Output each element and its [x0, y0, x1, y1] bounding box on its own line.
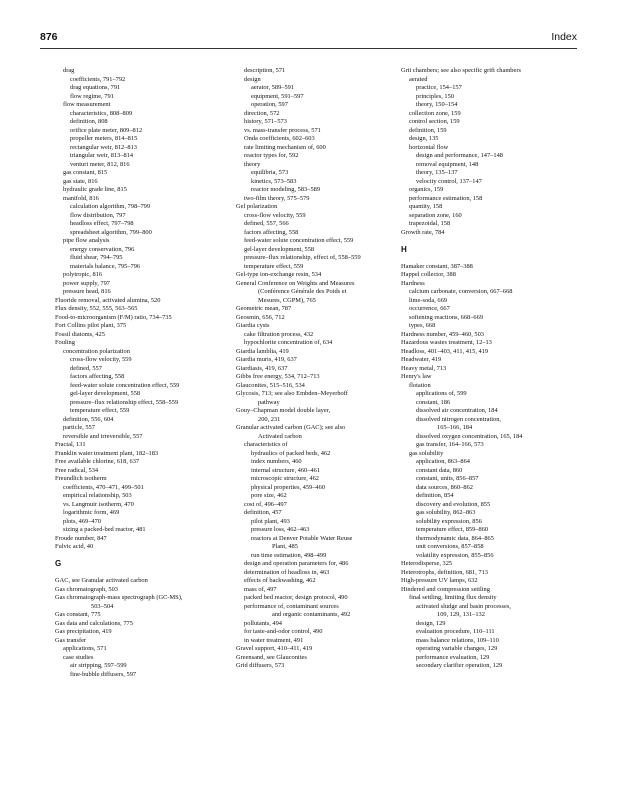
- index-subentry: theory, 135–137: [416, 169, 458, 176]
- index-entry: Fluoride removal, activated alumina, 520: [55, 296, 161, 304]
- index-subentry: data sources, 860–862: [416, 483, 473, 491]
- index-subentry: cross-flow velocity, 559: [244, 211, 306, 219]
- index-subentry: triangular weir, 813–814: [70, 152, 134, 159]
- index-subentry: mass of, 497: [244, 585, 277, 593]
- index-entry: Gas chromatograph, 503: [55, 585, 119, 593]
- index-subentry: temperature effect, 559: [70, 407, 130, 414]
- index-subentry: sizing a packed-bed reactor, 481: [63, 526, 146, 533]
- index-subentry: Mesures, CGPM), 765: [258, 296, 316, 304]
- index-subentry: calcium carbonate, conversion, 667–668: [409, 288, 513, 295]
- index-subentry: design and performance, 147–148: [416, 152, 503, 159]
- index-subentry: microscopic structure, 462: [251, 475, 319, 482]
- index-entry: Gas transfer: [55, 636, 87, 644]
- index-entry: Geometric mean, 787: [236, 305, 292, 312]
- page-number: 876: [40, 31, 58, 43]
- index-subentry: theory: [244, 160, 261, 168]
- index-subentry: performance estimation, 158: [409, 194, 483, 202]
- index-entry: Flux density, 552, 555, 563–565: [55, 305, 138, 312]
- index-subentry: flow regime, 791: [70, 92, 114, 100]
- index-entry: Fossil diatoms, 425: [55, 330, 105, 338]
- index-subentry: venturi meter, 812, 816: [70, 160, 130, 168]
- index-subentry: operating variable changes, 129: [416, 645, 498, 652]
- index-subentry: equipment, 591–597: [251, 92, 304, 100]
- index-entry: Giardia muris, 419, 637: [236, 356, 297, 363]
- index-subentry: feed-water solute concentration effect, 559: [70, 381, 180, 389]
- index-subentry: effects of backwashing, 462: [244, 577, 316, 584]
- index-subentry: separation zone, 160: [409, 211, 462, 219]
- index-entry: Henry's law: [401, 373, 432, 380]
- index-subentry: design, 135: [409, 135, 439, 142]
- index-subentry: temperature effect, 859–860: [416, 526, 489, 533]
- index-subentry: softening reactions, 668–669: [409, 313, 484, 321]
- index-subentry: trapezoidal, 158: [409, 220, 451, 227]
- index-subentry: defined, 557, 566: [244, 220, 289, 227]
- index-subentry: characteristics of: [244, 441, 288, 448]
- index-subentry: vs. Langmuir isotherm, 470: [63, 500, 134, 508]
- index-subentry: gel-layer development, 558: [244, 245, 315, 253]
- index-subentry: rectangular weir, 812–813: [70, 143, 137, 151]
- index-subentry: index numbers, 460: [251, 458, 302, 465]
- index-subentry: energy conservation, 796: [70, 245, 135, 253]
- index-subentry: secondary clarifier operation, 129: [416, 662, 503, 669]
- index-subentry: constant data, 860: [416, 466, 463, 474]
- index-subentry: packed bed reactor, design protocol, 490: [244, 594, 348, 601]
- index-subentry: in water treatment, 491: [244, 636, 304, 644]
- index-subentry: constant, units, 856–857: [416, 475, 479, 482]
- index-subentry: particle, 557: [63, 424, 95, 431]
- index-entry: Fulvic acid, 40: [55, 543, 94, 550]
- index-subentry: rate limiting mechanism of, 600: [244, 143, 326, 151]
- section-letter-heading: H: [401, 244, 407, 254]
- index-subentry: activated sludge and basin processes,: [416, 602, 511, 610]
- index-entry: Heavy metal, 713: [401, 364, 447, 372]
- index-entry: Hardness number, 459–460, 503: [401, 330, 484, 338]
- index-entry: Hindered and compression settling: [401, 585, 490, 593]
- index-entry: Gouy–Chapman model double layer,: [236, 407, 331, 414]
- index-subentry: pressure–flux relationship effect, 558–559: [70, 398, 179, 406]
- index-subentry: plots, 469–470: [63, 517, 101, 525]
- index-subentry: organics, 159: [409, 186, 444, 193]
- index-entry: Fractal, 131: [55, 441, 86, 448]
- index-subentry: empirical relationship, 503: [63, 492, 132, 499]
- index-subentry: applications of, 599: [416, 390, 467, 397]
- index-subentry: unit conversions, 857–858: [416, 543, 484, 550]
- index-subentry: gel-layer development, 558: [70, 390, 141, 397]
- index-subentry: cost of, 496–497: [244, 500, 287, 508]
- index-entry: Food-to-microorganism (F/M) ratio, 734–735: [55, 313, 172, 321]
- index-subentry: hydraulics of packed beds, 462: [251, 449, 331, 457]
- index-subentry: definition, 808: [70, 118, 108, 125]
- index-subentry: thermodynamic data, 864–865: [416, 534, 494, 542]
- index-subentry: applications, 571: [63, 645, 107, 652]
- index-subentry: 200, 231: [258, 415, 281, 423]
- index-entry: Headwater, 419: [401, 356, 442, 363]
- section-gap: [55, 552, 230, 561]
- index-entry: Giardia lamblia, 419: [236, 347, 289, 355]
- index-subentry: Activated carbon: [258, 432, 302, 440]
- section-gap: [401, 254, 579, 263]
- index-subentry: drag equations, 791: [70, 84, 121, 91]
- index-subentry: definition, 556, 604: [63, 415, 114, 423]
- index-subentry: occurrence, 667: [409, 305, 450, 312]
- index-subentry: fluid shear, 794–795: [70, 254, 123, 261]
- index-entry: Giardiasis, 419, 637: [236, 364, 288, 372]
- index-entry: Fort Collins pilot plant, 375: [55, 322, 127, 329]
- index-subentry: dissolved air concentration, 184: [416, 407, 498, 414]
- index-entry: General Conference on Weights and Measures: [236, 279, 355, 287]
- index-entry: Gas chromatograph-mass spectrograph (GC-MS),: [55, 594, 183, 601]
- index-subentry: cross-flow velocity, 559: [70, 356, 132, 363]
- index-subentry: flow distribution, 797: [70, 211, 126, 219]
- index-subentry: two-film theory, 575–579: [244, 194, 310, 202]
- index-entry: High-pressure UV lamps, 632: [401, 577, 478, 584]
- index-subentry: spreadsheet algorithm, 799–800: [70, 228, 152, 236]
- index-subentry: polytropic, 816: [63, 271, 103, 278]
- index-subentry: 109, 129, 131–132: [437, 611, 485, 618]
- index-subentry: pressure head, 816: [63, 288, 111, 295]
- index-subentry: definition, 159: [409, 126, 447, 134]
- index-entry: Headloss, 401–403, 411, 415, 419: [401, 347, 489, 355]
- index-subentry: pressure–flux relationship, effect of, 558–559: [244, 254, 361, 261]
- index-entry: Gibbs free energy, 534, 712–713: [236, 373, 320, 380]
- index-subentry: reactor modeling, 583–589: [251, 186, 321, 193]
- index-subentry: quantity, 158: [409, 203, 443, 210]
- section-gap: [55, 569, 230, 578]
- index-subentry: pathway: [258, 398, 280, 406]
- index-entry: Gravel support, 410–411, 419: [236, 645, 313, 652]
- index-subentry: factors affecting, 558: [244, 228, 299, 236]
- index-subentry: gas state, 816: [63, 177, 98, 185]
- index-subentry: fine-bubble diffusers, 597: [70, 670, 137, 678]
- index-subentry: air stripping, 597–599: [70, 662, 127, 669]
- index-entry: Greensand, see Glauconites: [236, 653, 307, 661]
- index-entry: Heterodisperse, 325: [401, 560, 453, 567]
- index-subentry: definition, 854: [416, 492, 454, 499]
- index-subentry: horizontal flow: [409, 143, 449, 151]
- index-entry: Hardness: [401, 279, 425, 287]
- index-entry: Heterotrophs, definition, 681, 713: [401, 568, 488, 576]
- index-subentry: power supply, 797: [63, 279, 110, 287]
- index-subentry: description, 571: [244, 67, 286, 74]
- index-subentry: materials balance, 795–796: [70, 262, 141, 270]
- index-subentry: coefficients, 470–471, 499–501: [63, 483, 144, 491]
- index-subentry: mass balance relations, 109–110: [416, 636, 499, 644]
- index-subentry: lime-soda, 669: [409, 296, 447, 304]
- index-subentry: (Conférence Générale des Poids et: [258, 288, 347, 295]
- index-subentry: Plant, 485: [272, 543, 298, 550]
- index-subentry: drag: [63, 67, 75, 74]
- index-subentry: equilibria, 573: [251, 169, 289, 176]
- index-subentry: dissolved nitrogen concentration,: [416, 415, 502, 423]
- index-subentry: velocity control, 137–147: [416, 177, 482, 185]
- index-column-1: [55, 67, 230, 679]
- index-subentry: concentration polarization: [63, 347, 130, 355]
- index-entry: Free available chlorine, 618, 637: [55, 458, 140, 465]
- index-entry: Gas constant, 775: [55, 611, 101, 618]
- index-subentry: aerator, 589–591: [251, 84, 295, 91]
- index-subentry: removal equipment, 148: [416, 160, 479, 168]
- index-entry: Glauconites, 515–516, 534: [236, 381, 305, 389]
- index-subentry: control section, 159: [409, 118, 460, 125]
- index-subentry: hydraulic grade line, 815: [63, 186, 127, 193]
- index-subentry: pore size, 462: [251, 492, 287, 499]
- index-subentry: and organic contaminants, 492: [272, 611, 351, 618]
- index-subentry: operation, 597: [251, 101, 288, 108]
- index-entry: Geosmin, 656, 712: [236, 313, 285, 321]
- index-subentry: reactor types for, 592: [244, 152, 299, 159]
- index-entry: Gas precipitation, 419: [55, 628, 112, 635]
- index-entry: Free radical, 534: [55, 466, 99, 474]
- index-subentry: cake filtration process, 432: [244, 330, 314, 338]
- index-subentry: factors affecting, 558: [70, 373, 125, 380]
- index-subentry: pipe flow analysis: [63, 237, 110, 244]
- index-subentry: theory, 150–154: [416, 101, 458, 108]
- index-entry: Gel-type ion-exchange resin, 534: [236, 271, 322, 278]
- index-subentry: discovery and evolution, 855: [416, 500, 491, 508]
- index-subentry: collection zone, 159: [409, 109, 461, 117]
- index-subentry: performance evaluation, 129: [416, 653, 490, 661]
- index-subentry: dissolved oxygen concentration, 165, 184: [416, 432, 523, 440]
- index-subentry: temperature effect, 559: [244, 262, 304, 270]
- index-entry: Grit chambers; see also specific grift chambers: [401, 67, 521, 74]
- section-gap: [401, 237, 579, 246]
- index-entry: Hamaker constant, 387–388: [401, 262, 473, 270]
- page-header: [40, 31, 577, 47]
- index-subentry: Onda coefficients, 602–603: [244, 135, 315, 142]
- index-subentry: calculation algorithm, 798–799: [70, 203, 151, 210]
- index-subentry: run time estimation, 498–499: [251, 551, 327, 559]
- index-subentry: evaluation procedure, 110–111: [416, 628, 495, 635]
- index-column-3: [401, 67, 579, 671]
- index-subentry: gas solubility, 862–863: [416, 509, 476, 516]
- index-subentry: solubility expression, 856: [416, 517, 482, 525]
- index-subentry: orifice plate meter, 809–812: [70, 126, 143, 134]
- index-subentry: pollutants, 494: [244, 619, 282, 627]
- index-entry: Hazardous wastes treatment, 12–13: [401, 339, 492, 346]
- index-entry: Froude number, 847: [55, 534, 107, 542]
- index-subentry: direction, 572: [244, 109, 280, 117]
- index-entry: Giardia cysts: [236, 322, 270, 329]
- index-entry: Growth rate, 784: [401, 228, 445, 236]
- index-subentry: defined, 557: [70, 364, 102, 372]
- index-subentry: kinetics, 573–583: [251, 177, 297, 185]
- index-subentry: reversible and irreversible, 557: [63, 432, 143, 440]
- index-subentry: aerated: [409, 75, 428, 83]
- index-subentry: gas solubility: [409, 449, 444, 457]
- index-subentry: 503–504: [91, 602, 114, 610]
- index-subentry: pressure loss, 462–463: [251, 526, 310, 533]
- index-subentry: performance of, contaminant sources: [244, 602, 339, 610]
- index-entry: GAC, see Granular activated carbon: [55, 577, 148, 584]
- index-subentry: 165–166, 184: [437, 424, 473, 431]
- index-entry: Grid diffusers, 573: [236, 662, 285, 669]
- index-subentry: manifold, 816: [63, 194, 99, 202]
- index-subentry: design: [244, 75, 261, 83]
- index-entry: Granular activated carbon (GAC); see also: [236, 424, 346, 431]
- index-subentry: history, 571–573: [244, 118, 287, 125]
- index-entry: Glycosis, 713; see also Embden–Meyerhoff: [236, 390, 348, 397]
- index-subentry: reactors at Denver Potable Water Reuse: [251, 534, 353, 542]
- index-subentry: constant, 186: [416, 398, 451, 406]
- running-head: Index: [551, 31, 577, 43]
- index-subentry: vs. mass-transfer process, 571: [244, 126, 321, 134]
- index-entry: Freundlich isotherm: [55, 475, 107, 482]
- index-subentry: final settling, limiting flux density: [409, 594, 497, 601]
- index-subentry: gas constant, 815: [63, 169, 108, 176]
- index-entry: Gel polarization: [236, 203, 278, 210]
- index-subentry: principles, 150: [416, 92, 454, 100]
- index-subentry: case studies: [63, 653, 94, 661]
- index-subentry: propeller meters, 814–815: [70, 135, 138, 142]
- index-entry: Happel collector, 388: [401, 271, 456, 278]
- index-column-2: [236, 67, 396, 671]
- section-letter-heading: G: [55, 559, 62, 568]
- index-subentry: physical properties, 459–460: [251, 483, 326, 491]
- index-subentry: gas transfer, 164–166, 573: [416, 441, 484, 448]
- index-subentry: definition, 457: [244, 509, 282, 516]
- header-rule: [40, 48, 577, 49]
- index-subentry: design and operation parameters for, 486: [244, 560, 349, 567]
- index-subentry: coefficients, 791–792: [70, 75, 126, 83]
- index-subentry: determination of headloss in, 463: [244, 568, 330, 576]
- index-subentry: headloss effect, 797–798: [70, 220, 134, 227]
- index-subentry: practice, 154–157: [416, 84, 462, 91]
- index-subentry: internal structure, 460–461: [251, 466, 321, 474]
- index-subentry: hypochlorite concentration of, 634: [244, 339, 333, 346]
- index-entry: Fouling: [55, 339, 75, 346]
- index-subentry: application, 863–864: [416, 458, 470, 465]
- index-subentry: for taste-and-odor control, 490: [244, 628, 323, 635]
- index-subentry: flotation: [409, 381, 431, 389]
- index-subentry: flow measurement: [63, 101, 111, 108]
- index-subentry: feed-water solute concentration effect, 559: [244, 237, 354, 244]
- index-subentry: volatility expression, 855–856: [416, 551, 494, 559]
- index-subentry: design, 129: [416, 619, 446, 627]
- index-subentry: logarithmic form, 469: [63, 509, 120, 516]
- index-subentry: types, 668: [409, 322, 436, 329]
- index-subentry: characteristics, 808–809: [70, 109, 133, 117]
- index-entry: Gas data and calculations, 775: [55, 619, 133, 627]
- index-subentry: pilot plant, 493: [251, 517, 290, 525]
- index-entry: Franklin water treatment plant, 182–183: [55, 449, 159, 457]
